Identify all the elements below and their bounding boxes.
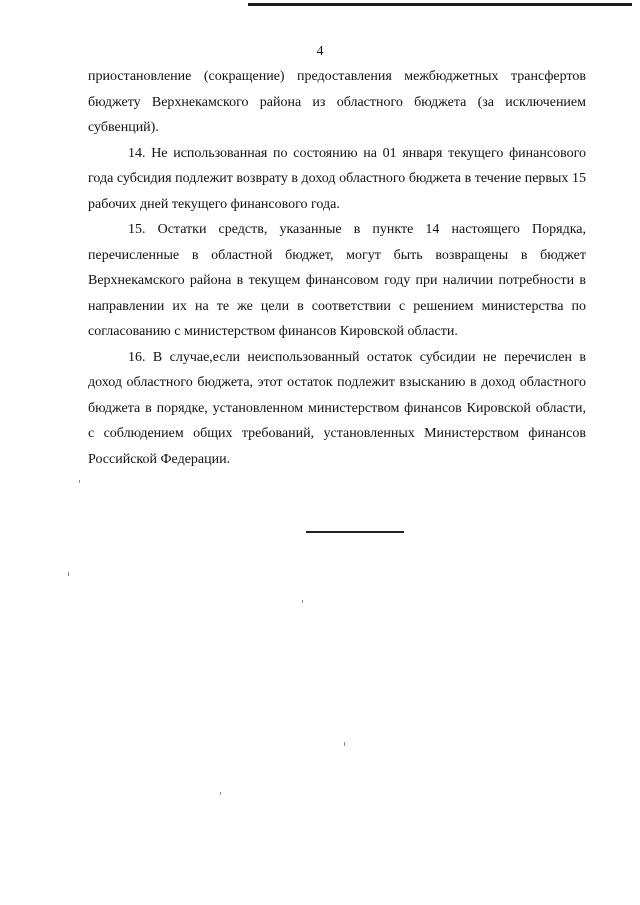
scan-speck: [302, 600, 303, 603]
paragraph-14: 14. Не использованная по состоянию на 01 января текущего финансового года субсидия подлежит возврату в доход областного бюджета в течение первых 15 рабочих дней текущего финансового года.: [88, 145, 586, 212]
paragraph-15: 15. Остатки средств, указанные в пункте 14 настоящего Порядка, перечисленные в областной бюджет, могут быть возвращены в бюджет Верхнекамского района в текущем финансовом году при наличии потребности в направлении их на те же цели в соответствии с решением министерства по согласованию с министерством финансов Кировской области.: [88, 222, 586, 339]
paragraph-16: 16. В случае,если неиспользованный остаток субсидии не перечислен в доход областного бюджета, этот остаток подлежит взысканию в доход областного бюджета в порядке, установленном министерством финансов Кировской области, с соблюдением общих требований, установленных Министерством финансов Российской Федерации.: [88, 349, 586, 467]
scan-speck: [68, 572, 69, 576]
top-edge-rule: [248, 3, 632, 6]
scan-speck: [220, 792, 221, 795]
end-of-text-rule: [306, 531, 404, 533]
paragraph-continuation: приостановление (сокращение) предоставления межбюджетных трансфертов бюджету Верхнекамского района из областного бюджета (за исключением субвенций).: [88, 69, 586, 135]
scan-speck: [344, 742, 345, 746]
document-body: [88, 64, 586, 472]
page-number: 4: [316, 44, 324, 59]
scan-speck: [79, 480, 80, 483]
